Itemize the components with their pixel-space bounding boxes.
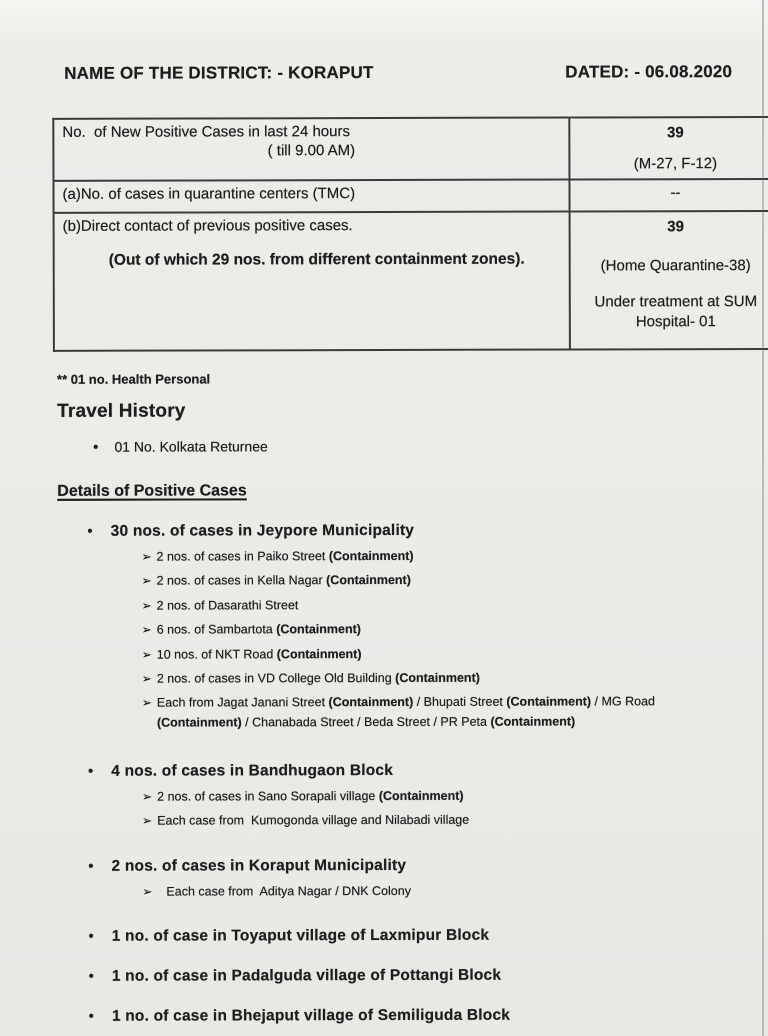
new-cases-gender-split: (M-27, F-12)	[633, 155, 718, 173]
case-detail-item	[142, 786, 727, 807]
case-detail-text	[166, 882, 411, 902]
home-quarantine-note: (Home Quarantine-38)	[600, 257, 751, 275]
table-row-quarantine	[53, 179, 768, 213]
new-cases-value-cell	[569, 117, 768, 180]
case-section-heading-row	[89, 966, 768, 986]
bullet-icon: •	[88, 1007, 94, 1025]
case-detail-segment: / MG Road	[591, 694, 659, 709]
summary-table	[52, 116, 768, 352]
case-section-heading: 1 no. of case in Padalguda village of Pottangi Block	[111, 966, 502, 985]
containment-tag: (Containment)	[328, 548, 414, 564]
case-detail-segment: Each from Jagat Janani Street	[156, 695, 329, 710]
travel-history-item	[93, 437, 768, 455]
case-section	[2, 856, 768, 902]
case-section-heading: 4 nos. of cases in Bandhugaon Block	[111, 761, 394, 780]
case-detail-item	[142, 810, 727, 831]
bullet-icon: •	[93, 438, 99, 456]
containment-tag: (Containment)	[156, 714, 242, 730]
health-personal-footnote: ** 01 no. Health Personal	[56, 371, 211, 387]
case-detail-text	[157, 620, 361, 640]
new-cases-value: 39	[666, 124, 684, 142]
case-detail-text	[157, 596, 299, 616]
new-cases-label-sub: ( till 9.00 AM)	[267, 142, 356, 160]
case-detail-list	[142, 786, 768, 831]
case-detail-segment: 2 nos. of cases in VD College Old Building	[156, 670, 396, 686]
details-heading: Details of Positive Cases	[57, 482, 247, 500]
case-detail-text	[157, 787, 463, 807]
travel-history-heading: Travel History	[57, 400, 186, 422]
case-detail-segment: 2 nos. of cases in Kella Nagar	[156, 573, 327, 588]
new-cases-label: No. of New Positive Cases in last 24 hours	[62, 123, 351, 141]
arrow-bullet-icon: ➢	[141, 647, 152, 662]
case-detail-item	[141, 546, 726, 567]
direct-contact-value: 39	[667, 218, 684, 236]
bullet-icon: •	[88, 967, 94, 985]
case-section-heading: 30 nos. of cases in Jeypore Municipality	[110, 521, 415, 540]
bullet-icon: •	[88, 927, 94, 945]
hospital-treatment-note: Under treatment at SUM Hospital- 01	[594, 293, 758, 330]
direct-contact-value-cell	[570, 211, 768, 350]
case-detail-segment: 2 nos. of cases in Paiko Street	[156, 549, 329, 564]
case-detail-text	[157, 645, 362, 665]
containment-tag: (Containment)	[276, 622, 361, 637]
arrow-bullet-icon: ➢	[141, 695, 152, 710]
case-detail-item	[142, 644, 727, 665]
arrow-bullet-icon: ➢	[141, 598, 152, 613]
case-detail-segment: 10 nos. of NKT Road	[156, 646, 277, 662]
arrow-bullet-icon: ➢	[142, 884, 153, 899]
case-section-heading-row	[89, 1006, 768, 1026]
case-detail-segment: / Chanabada Street / Beda Street / PR Peta	[241, 714, 491, 729]
case-section	[2, 926, 768, 946]
arrow-bullet-icon: ➢	[142, 813, 153, 829]
case-section-heading-row	[88, 856, 768, 876]
case-detail-segment: Each case from Kumogonda village and Nilabadi village	[157, 813, 470, 828]
case-section-heading: 1 no. of case in Bhejaput village of Semiliguda Block	[111, 1006, 511, 1025]
arrow-bullet-icon: ➢	[141, 622, 152, 637]
containment-tag: (Containment)	[395, 670, 480, 685]
table-row-direct-contact	[54, 211, 768, 351]
containment-note: (Out of which 29 nos. from different containment zones).	[108, 250, 525, 269]
case-section	[2, 761, 768, 832]
containment-tag: (Containment)	[506, 694, 592, 709]
bullet-icon: •	[88, 857, 94, 875]
case-detail-segment: 6 nos. of Sambartota	[156, 622, 277, 637]
case-section-heading: 2 nos. of cases in Koraput Municipality	[111, 856, 407, 875]
case-detail-text	[157, 669, 480, 689]
case-detail-segment: Each case from Aditya Nagar / DNK Colony	[166, 883, 411, 899]
arrow-bullet-icon: ➢	[141, 549, 152, 564]
case-detail-text	[156, 547, 413, 567]
scan-edge-line	[762, 0, 764, 1036]
case-section-heading-row	[88, 761, 768, 781]
case-section	[3, 966, 768, 986]
case-detail-segment: 2 nos. of cases in Sano Sorapali village	[157, 789, 379, 804]
case-detail-list	[142, 881, 768, 902]
case-section-heading-row	[88, 926, 768, 946]
table-row-new-cases	[53, 117, 768, 181]
containment-tag: (Containment)	[490, 714, 576, 729]
containment-tag: (Containment)	[326, 573, 411, 588]
case-detail-item	[142, 619, 727, 640]
case-detail-list	[141, 546, 768, 733]
containment-tag: (Containment)	[328, 695, 414, 710]
case-section-heading: 1 no. of case in Toyaput village of Laxmipur Block	[111, 926, 490, 945]
arrow-bullet-icon: ➢	[142, 789, 153, 804]
case-detail-segment: / Bhupati Street	[413, 694, 507, 710]
case-detail-text	[157, 692, 727, 732]
case-detail-item	[142, 595, 727, 616]
case-section-heading-row	[87, 521, 768, 541]
containment-tag: (Containment)	[276, 646, 362, 661]
bullet-icon: •	[87, 762, 94, 780]
travel-history-text: 01 No. Kolkata Returnee	[114, 438, 268, 455]
arrow-bullet-icon: ➢	[141, 671, 152, 686]
quarantine-label-cell: (a)No. of cases in quarantine centers (TMC)	[53, 180, 569, 213]
case-sections	[1, 521, 768, 1026]
district-title: NAME OF THE DISTRICT: - KORAPUT	[64, 63, 374, 83]
case-detail-text	[157, 571, 411, 591]
new-cases-label-cell	[53, 118, 569, 181]
containment-tag: (Containment)	[378, 788, 464, 804]
travel-history-list	[1, 437, 768, 455]
report-header	[64, 62, 732, 84]
quarantine-value-cell: --	[569, 179, 768, 212]
bullet-icon: •	[87, 522, 93, 540]
case-detail-item	[142, 881, 727, 902]
case-section	[3, 1006, 768, 1026]
direct-contact-label-cell	[54, 212, 570, 351]
case-detail-item	[142, 668, 727, 689]
case-detail-item	[141, 570, 726, 591]
case-detail-text	[157, 811, 469, 831]
report-date: DATED: - 06.08.2020	[565, 62, 733, 82]
case-detail-item	[142, 692, 727, 732]
case-section	[1, 521, 768, 733]
arrow-bullet-icon: ➢	[141, 573, 152, 589]
direct-contact-label: (b)Direct contact of previous positive cases.	[62, 217, 353, 235]
case-detail-segment: 2 nos. of Dasarathi Street	[156, 597, 299, 613]
